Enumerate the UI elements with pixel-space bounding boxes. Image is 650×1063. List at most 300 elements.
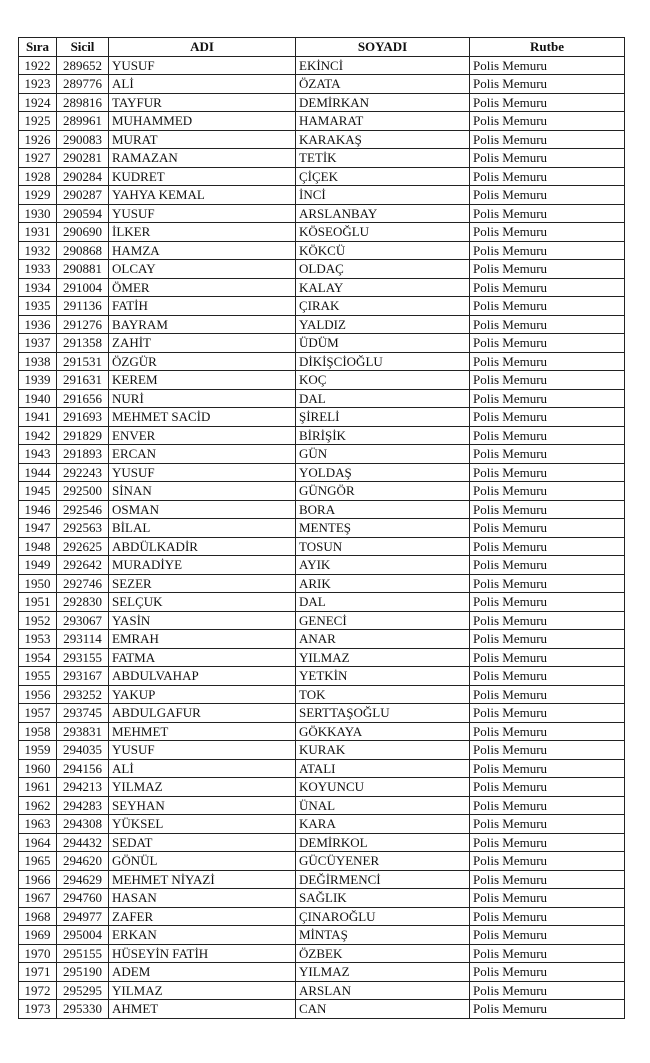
cell-rutbe: Polis Memuru — [470, 223, 625, 242]
cell-sicil: 289652 — [57, 56, 109, 75]
cell-sicil: 292830 — [57, 593, 109, 612]
column-header-rutbe: Rutbe — [470, 38, 625, 57]
cell-adi: YAHYA KEMAL — [109, 186, 296, 205]
table-row — [19, 223, 625, 242]
table-row — [19, 870, 625, 889]
cell-sicil: 294977 — [57, 907, 109, 926]
cell-sira: 1960 — [19, 759, 57, 778]
cell-soyadi: YILMAZ — [296, 648, 470, 667]
cell-sira: 1923 — [19, 75, 57, 94]
cell-adi: YUSUF — [109, 463, 296, 482]
cell-sira: 1961 — [19, 778, 57, 797]
cell-rutbe: Polis Memuru — [470, 315, 625, 334]
table-row — [19, 75, 625, 94]
cell-sicil: 290881 — [57, 260, 109, 279]
cell-sira: 1930 — [19, 204, 57, 223]
cell-sicil: 290281 — [57, 149, 109, 168]
cell-adi: KUDRET — [109, 167, 296, 186]
cell-rutbe: Polis Memuru — [470, 537, 625, 556]
cell-rutbe: Polis Memuru — [470, 630, 625, 649]
cell-rutbe: Polis Memuru — [470, 75, 625, 94]
table-row — [19, 241, 625, 260]
column-header-soyadi: SOYADI — [296, 38, 470, 57]
cell-soyadi: ÇİÇEK — [296, 167, 470, 186]
cell-sira: 1964 — [19, 833, 57, 852]
cell-rutbe: Polis Memuru — [470, 1000, 625, 1019]
cell-soyadi: ARIK — [296, 574, 470, 593]
cell-rutbe: Polis Memuru — [470, 778, 625, 797]
cell-sicil: 291693 — [57, 408, 109, 427]
cell-sicil: 290868 — [57, 241, 109, 260]
cell-sira: 1962 — [19, 796, 57, 815]
cell-soyadi: OLDAÇ — [296, 260, 470, 279]
cell-soyadi: DAL — [296, 389, 470, 408]
cell-sira: 1947 — [19, 519, 57, 538]
cell-sicil: 290690 — [57, 223, 109, 242]
cell-soyadi: YOLDAŞ — [296, 463, 470, 482]
cell-rutbe: Polis Memuru — [470, 371, 625, 390]
cell-sicil: 294760 — [57, 889, 109, 908]
cell-sira: 1926 — [19, 130, 57, 149]
cell-sicil: 292563 — [57, 519, 109, 538]
cell-soyadi: ATALI — [296, 759, 470, 778]
cell-adi: YUSUF — [109, 741, 296, 760]
cell-sicil: 293252 — [57, 685, 109, 704]
cell-sira: 1943 — [19, 445, 57, 464]
cell-rutbe: Polis Memuru — [470, 278, 625, 297]
cell-rutbe: Polis Memuru — [470, 500, 625, 519]
cell-soyadi: ÖZATA — [296, 75, 470, 94]
cell-rutbe: Polis Memuru — [470, 981, 625, 1000]
cell-sicil: 289816 — [57, 93, 109, 112]
cell-sicil: 291276 — [57, 315, 109, 334]
cell-soyadi: GÖKKAYA — [296, 722, 470, 741]
cell-sira: 1933 — [19, 260, 57, 279]
table-row — [19, 907, 625, 926]
table-row — [19, 593, 625, 612]
personnel-table — [18, 37, 625, 1019]
cell-sira: 1948 — [19, 537, 57, 556]
cell-soyadi: ÇIRAK — [296, 297, 470, 316]
cell-soyadi: ŞİRELİ — [296, 408, 470, 427]
cell-sicil: 291531 — [57, 352, 109, 371]
cell-sicil: 289961 — [57, 112, 109, 131]
cell-sira: 1954 — [19, 648, 57, 667]
cell-sira: 1929 — [19, 186, 57, 205]
cell-sira: 1946 — [19, 500, 57, 519]
column-header-sicil: Sicil — [57, 38, 109, 57]
table-row — [19, 519, 625, 538]
cell-adi: SEZER — [109, 574, 296, 593]
cell-soyadi: ANAR — [296, 630, 470, 649]
cell-sicil: 295330 — [57, 1000, 109, 1019]
cell-sira: 1955 — [19, 667, 57, 686]
cell-adi: BAYRAM — [109, 315, 296, 334]
cell-soyadi: TOK — [296, 685, 470, 704]
cell-sira: 1932 — [19, 241, 57, 260]
cell-rutbe: Polis Memuru — [470, 167, 625, 186]
cell-sicil: 295190 — [57, 963, 109, 982]
cell-adi: FATİH — [109, 297, 296, 316]
table-row — [19, 482, 625, 501]
cell-sicil: 291358 — [57, 334, 109, 353]
cell-soyadi: DAL — [296, 593, 470, 612]
cell-rutbe: Polis Memuru — [470, 112, 625, 131]
cell-adi: YUSUF — [109, 56, 296, 75]
cell-rutbe: Polis Memuru — [470, 667, 625, 686]
cell-adi: ADEM — [109, 963, 296, 982]
cell-sicil: 290287 — [57, 186, 109, 205]
cell-adi: ZAFER — [109, 907, 296, 926]
table-row — [19, 722, 625, 741]
cell-sira: 1927 — [19, 149, 57, 168]
cell-sicil: 294629 — [57, 870, 109, 889]
cell-sira: 1939 — [19, 371, 57, 390]
cell-sira: 1925 — [19, 112, 57, 131]
cell-sira: 1944 — [19, 463, 57, 482]
cell-sira: 1953 — [19, 630, 57, 649]
cell-sira: 1935 — [19, 297, 57, 316]
cell-soyadi: ÇINAROĞLU — [296, 907, 470, 926]
cell-rutbe: Polis Memuru — [470, 556, 625, 575]
cell-rutbe: Polis Memuru — [470, 741, 625, 760]
cell-adi: OLCAY — [109, 260, 296, 279]
cell-soyadi: YILMAZ — [296, 963, 470, 982]
table-row — [19, 667, 625, 686]
cell-soyadi: DİKİŞCİOĞLU — [296, 352, 470, 371]
table-row — [19, 778, 625, 797]
cell-adi: AHMET — [109, 1000, 296, 1019]
cell-sicil: 291893 — [57, 445, 109, 464]
cell-sicil: 289776 — [57, 75, 109, 94]
cell-sicil: 293114 — [57, 630, 109, 649]
cell-soyadi: GÜN — [296, 445, 470, 464]
cell-rutbe: Polis Memuru — [470, 685, 625, 704]
cell-soyadi: GENECİ — [296, 611, 470, 630]
cell-sira: 1970 — [19, 944, 57, 963]
cell-adi: ALİ — [109, 759, 296, 778]
table-row — [19, 630, 625, 649]
table-row — [19, 1000, 625, 1019]
cell-soyadi: HAMARAT — [296, 112, 470, 131]
cell-rutbe: Polis Memuru — [470, 241, 625, 260]
table-row — [19, 463, 625, 482]
cell-rutbe: Polis Memuru — [470, 334, 625, 353]
cell-rutbe: Polis Memuru — [470, 944, 625, 963]
cell-rutbe: Polis Memuru — [470, 352, 625, 371]
cell-soyadi: ÜNAL — [296, 796, 470, 815]
cell-sicil: 291136 — [57, 297, 109, 316]
cell-sicil: 294156 — [57, 759, 109, 778]
cell-sicil: 294213 — [57, 778, 109, 797]
cell-soyadi: İNCİ — [296, 186, 470, 205]
cell-sira: 1956 — [19, 685, 57, 704]
cell-soyadi: DEĞİRMENCİ — [296, 870, 470, 889]
cell-rutbe: Polis Memuru — [470, 130, 625, 149]
cell-adi: İLKER — [109, 223, 296, 242]
cell-sicil: 294620 — [57, 852, 109, 871]
cell-sira: 1931 — [19, 223, 57, 242]
cell-rutbe: Polis Memuru — [470, 722, 625, 741]
cell-sicil: 292642 — [57, 556, 109, 575]
cell-sicil: 290594 — [57, 204, 109, 223]
cell-rutbe: Polis Memuru — [470, 445, 625, 464]
cell-sicil: 293831 — [57, 722, 109, 741]
table-row — [19, 815, 625, 834]
cell-sira: 1972 — [19, 981, 57, 1000]
table-row — [19, 93, 625, 112]
cell-adi: RAMAZAN — [109, 149, 296, 168]
cell-soyadi: MENTEŞ — [296, 519, 470, 538]
cell-adi: ERKAN — [109, 926, 296, 945]
table-row — [19, 796, 625, 815]
table-row — [19, 741, 625, 760]
cell-rutbe: Polis Memuru — [470, 852, 625, 871]
cell-sicil: 295004 — [57, 926, 109, 945]
cell-soyadi: ÖZBEK — [296, 944, 470, 963]
cell-sira: 1958 — [19, 722, 57, 741]
cell-soyadi: AYIK — [296, 556, 470, 575]
cell-adi: SİNAN — [109, 482, 296, 501]
cell-sira: 1951 — [19, 593, 57, 612]
table-row — [19, 112, 625, 131]
cell-rutbe: Polis Memuru — [470, 519, 625, 538]
cell-rutbe: Polis Memuru — [470, 574, 625, 593]
table-row — [19, 704, 625, 723]
cell-adi: ÖMER — [109, 278, 296, 297]
cell-adi: MURAT — [109, 130, 296, 149]
cell-sicil: 292625 — [57, 537, 109, 556]
cell-rutbe: Polis Memuru — [470, 926, 625, 945]
cell-sira: 1942 — [19, 426, 57, 445]
cell-adi: HÜSEYİN FATİH — [109, 944, 296, 963]
cell-soyadi: KURAK — [296, 741, 470, 760]
column-header-sira: Sıra — [19, 38, 57, 57]
cell-soyadi: ARSLAN — [296, 981, 470, 1000]
cell-soyadi: ARSLANBAY — [296, 204, 470, 223]
cell-adi: YÜKSEL — [109, 815, 296, 834]
table-row — [19, 334, 625, 353]
cell-sicil: 291656 — [57, 389, 109, 408]
cell-soyadi: GÜCÜYENER — [296, 852, 470, 871]
table-row — [19, 204, 625, 223]
cell-rutbe: Polis Memuru — [470, 463, 625, 482]
cell-rutbe: Polis Memuru — [470, 870, 625, 889]
table-row — [19, 556, 625, 575]
table-row — [19, 278, 625, 297]
cell-sicil: 293067 — [57, 611, 109, 630]
cell-adi: ABDÜLKADİR — [109, 537, 296, 556]
cell-soyadi: YALDIZ — [296, 315, 470, 334]
cell-adi: HAMZA — [109, 241, 296, 260]
cell-adi: YASİN — [109, 611, 296, 630]
table-row — [19, 981, 625, 1000]
cell-sicil: 290083 — [57, 130, 109, 149]
cell-soyadi: ÜDÜM — [296, 334, 470, 353]
cell-soyadi: KÖSEOĞLU — [296, 223, 470, 242]
cell-soyadi: YETKİN — [296, 667, 470, 686]
cell-rutbe: Polis Memuru — [470, 260, 625, 279]
cell-adi: GÖNÜL — [109, 852, 296, 871]
cell-adi: YUSUF — [109, 204, 296, 223]
table-row — [19, 445, 625, 464]
cell-sira: 1963 — [19, 815, 57, 834]
cell-adi: ENVER — [109, 426, 296, 445]
cell-adi: MUHAMMED — [109, 112, 296, 131]
cell-soyadi: CAN — [296, 1000, 470, 1019]
cell-soyadi: KOYUNCU — [296, 778, 470, 797]
table-row — [19, 167, 625, 186]
cell-sira: 1924 — [19, 93, 57, 112]
table-row — [19, 759, 625, 778]
cell-adi: NURİ — [109, 389, 296, 408]
cell-rutbe: Polis Memuru — [470, 833, 625, 852]
cell-sira: 1950 — [19, 574, 57, 593]
cell-adi: TAYFUR — [109, 93, 296, 112]
cell-rutbe: Polis Memuru — [470, 611, 625, 630]
cell-sira: 1969 — [19, 926, 57, 945]
cell-soyadi: SAĞLIK — [296, 889, 470, 908]
table-row — [19, 926, 625, 945]
cell-rutbe: Polis Memuru — [470, 186, 625, 205]
table-row — [19, 56, 625, 75]
cell-rutbe: Polis Memuru — [470, 759, 625, 778]
table-row — [19, 149, 625, 168]
cell-sicil: 291004 — [57, 278, 109, 297]
table-row — [19, 611, 625, 630]
cell-sicil: 293167 — [57, 667, 109, 686]
table-row — [19, 685, 625, 704]
cell-sicil: 294035 — [57, 741, 109, 760]
cell-rutbe: Polis Memuru — [470, 593, 625, 612]
cell-sira: 1928 — [19, 167, 57, 186]
cell-sira: 1957 — [19, 704, 57, 723]
cell-adi: ZAHİT — [109, 334, 296, 353]
cell-adi: ALİ — [109, 75, 296, 94]
cell-sira: 1967 — [19, 889, 57, 908]
cell-rutbe: Polis Memuru — [470, 93, 625, 112]
cell-adi: KEREM — [109, 371, 296, 390]
cell-adi: ÖZGÜR — [109, 352, 296, 371]
cell-adi: SEDAT — [109, 833, 296, 852]
cell-soyadi: BORA — [296, 500, 470, 519]
header-row — [19, 38, 625, 57]
table-row — [19, 371, 625, 390]
cell-rutbe: Polis Memuru — [470, 907, 625, 926]
table-row — [19, 389, 625, 408]
cell-rutbe: Polis Memuru — [470, 204, 625, 223]
table-row — [19, 426, 625, 445]
cell-adi: BİLAL — [109, 519, 296, 538]
table-row — [19, 833, 625, 852]
cell-sira: 1952 — [19, 611, 57, 630]
cell-adi: ABDULVAHAP — [109, 667, 296, 686]
cell-adi: MEHMET NİYAZİ — [109, 870, 296, 889]
table-row — [19, 352, 625, 371]
cell-sicil: 292546 — [57, 500, 109, 519]
cell-soyadi: SERTTAŞOĞLU — [296, 704, 470, 723]
cell-adi: ABDULGAFUR — [109, 704, 296, 723]
cell-adi: MURADİYE — [109, 556, 296, 575]
cell-adi: HASAN — [109, 889, 296, 908]
table-row — [19, 130, 625, 149]
table-row — [19, 408, 625, 427]
cell-sicil: 291829 — [57, 426, 109, 445]
table-row — [19, 944, 625, 963]
cell-rutbe: Polis Memuru — [470, 648, 625, 667]
cell-soyadi: DEMİRKOL — [296, 833, 470, 852]
cell-sicil: 294432 — [57, 833, 109, 852]
cell-sira: 1968 — [19, 907, 57, 926]
table-row — [19, 537, 625, 556]
cell-sicil: 293745 — [57, 704, 109, 723]
cell-adi: SELÇUK — [109, 593, 296, 612]
cell-rutbe: Polis Memuru — [470, 297, 625, 316]
cell-adi: YILMAZ — [109, 981, 296, 1000]
cell-sira: 1966 — [19, 870, 57, 889]
table-row — [19, 186, 625, 205]
cell-adi: MEHMET — [109, 722, 296, 741]
cell-sicil: 295295 — [57, 981, 109, 1000]
cell-sira: 1936 — [19, 315, 57, 334]
cell-soyadi: GÜNGÖR — [296, 482, 470, 501]
cell-sira: 1973 — [19, 1000, 57, 1019]
cell-soyadi: KARA — [296, 815, 470, 834]
cell-rutbe: Polis Memuru — [470, 704, 625, 723]
cell-soyadi: MİNTAŞ — [296, 926, 470, 945]
cell-soyadi: BİRİŞİK — [296, 426, 470, 445]
table-row — [19, 574, 625, 593]
cell-rutbe: Polis Memuru — [470, 56, 625, 75]
cell-rutbe: Polis Memuru — [470, 889, 625, 908]
cell-rutbe: Polis Memuru — [470, 963, 625, 982]
cell-soyadi: TETİK — [296, 149, 470, 168]
table-row — [19, 500, 625, 519]
cell-adi: EMRAH — [109, 630, 296, 649]
cell-sicil: 292243 — [57, 463, 109, 482]
cell-sicil: 292746 — [57, 574, 109, 593]
cell-sicil: 294308 — [57, 815, 109, 834]
cell-sira: 1949 — [19, 556, 57, 575]
cell-rutbe: Polis Memuru — [470, 426, 625, 445]
cell-soyadi: EKİNCİ — [296, 56, 470, 75]
table-row — [19, 315, 625, 334]
cell-adi: MEHMET SACİD — [109, 408, 296, 427]
table-row — [19, 963, 625, 982]
cell-sira: 1934 — [19, 278, 57, 297]
cell-sicil: 292500 — [57, 482, 109, 501]
column-header-adi: ADI — [109, 38, 296, 57]
cell-sira: 1937 — [19, 334, 57, 353]
cell-adi: YAKUP — [109, 685, 296, 704]
cell-soyadi: KALAY — [296, 278, 470, 297]
cell-soyadi: KÖKCÜ — [296, 241, 470, 260]
cell-sira: 1922 — [19, 56, 57, 75]
cell-adi: ERCAN — [109, 445, 296, 464]
cell-soyadi: KOÇ — [296, 371, 470, 390]
cell-sira: 1959 — [19, 741, 57, 760]
cell-rutbe: Polis Memuru — [470, 482, 625, 501]
cell-adi: FATMA — [109, 648, 296, 667]
table-row — [19, 889, 625, 908]
table-row — [19, 297, 625, 316]
cell-sicil: 291631 — [57, 371, 109, 390]
cell-rutbe: Polis Memuru — [470, 408, 625, 427]
cell-sicil: 290284 — [57, 167, 109, 186]
cell-rutbe: Polis Memuru — [470, 149, 625, 168]
cell-sicil: 294283 — [57, 796, 109, 815]
cell-sira: 1965 — [19, 852, 57, 871]
